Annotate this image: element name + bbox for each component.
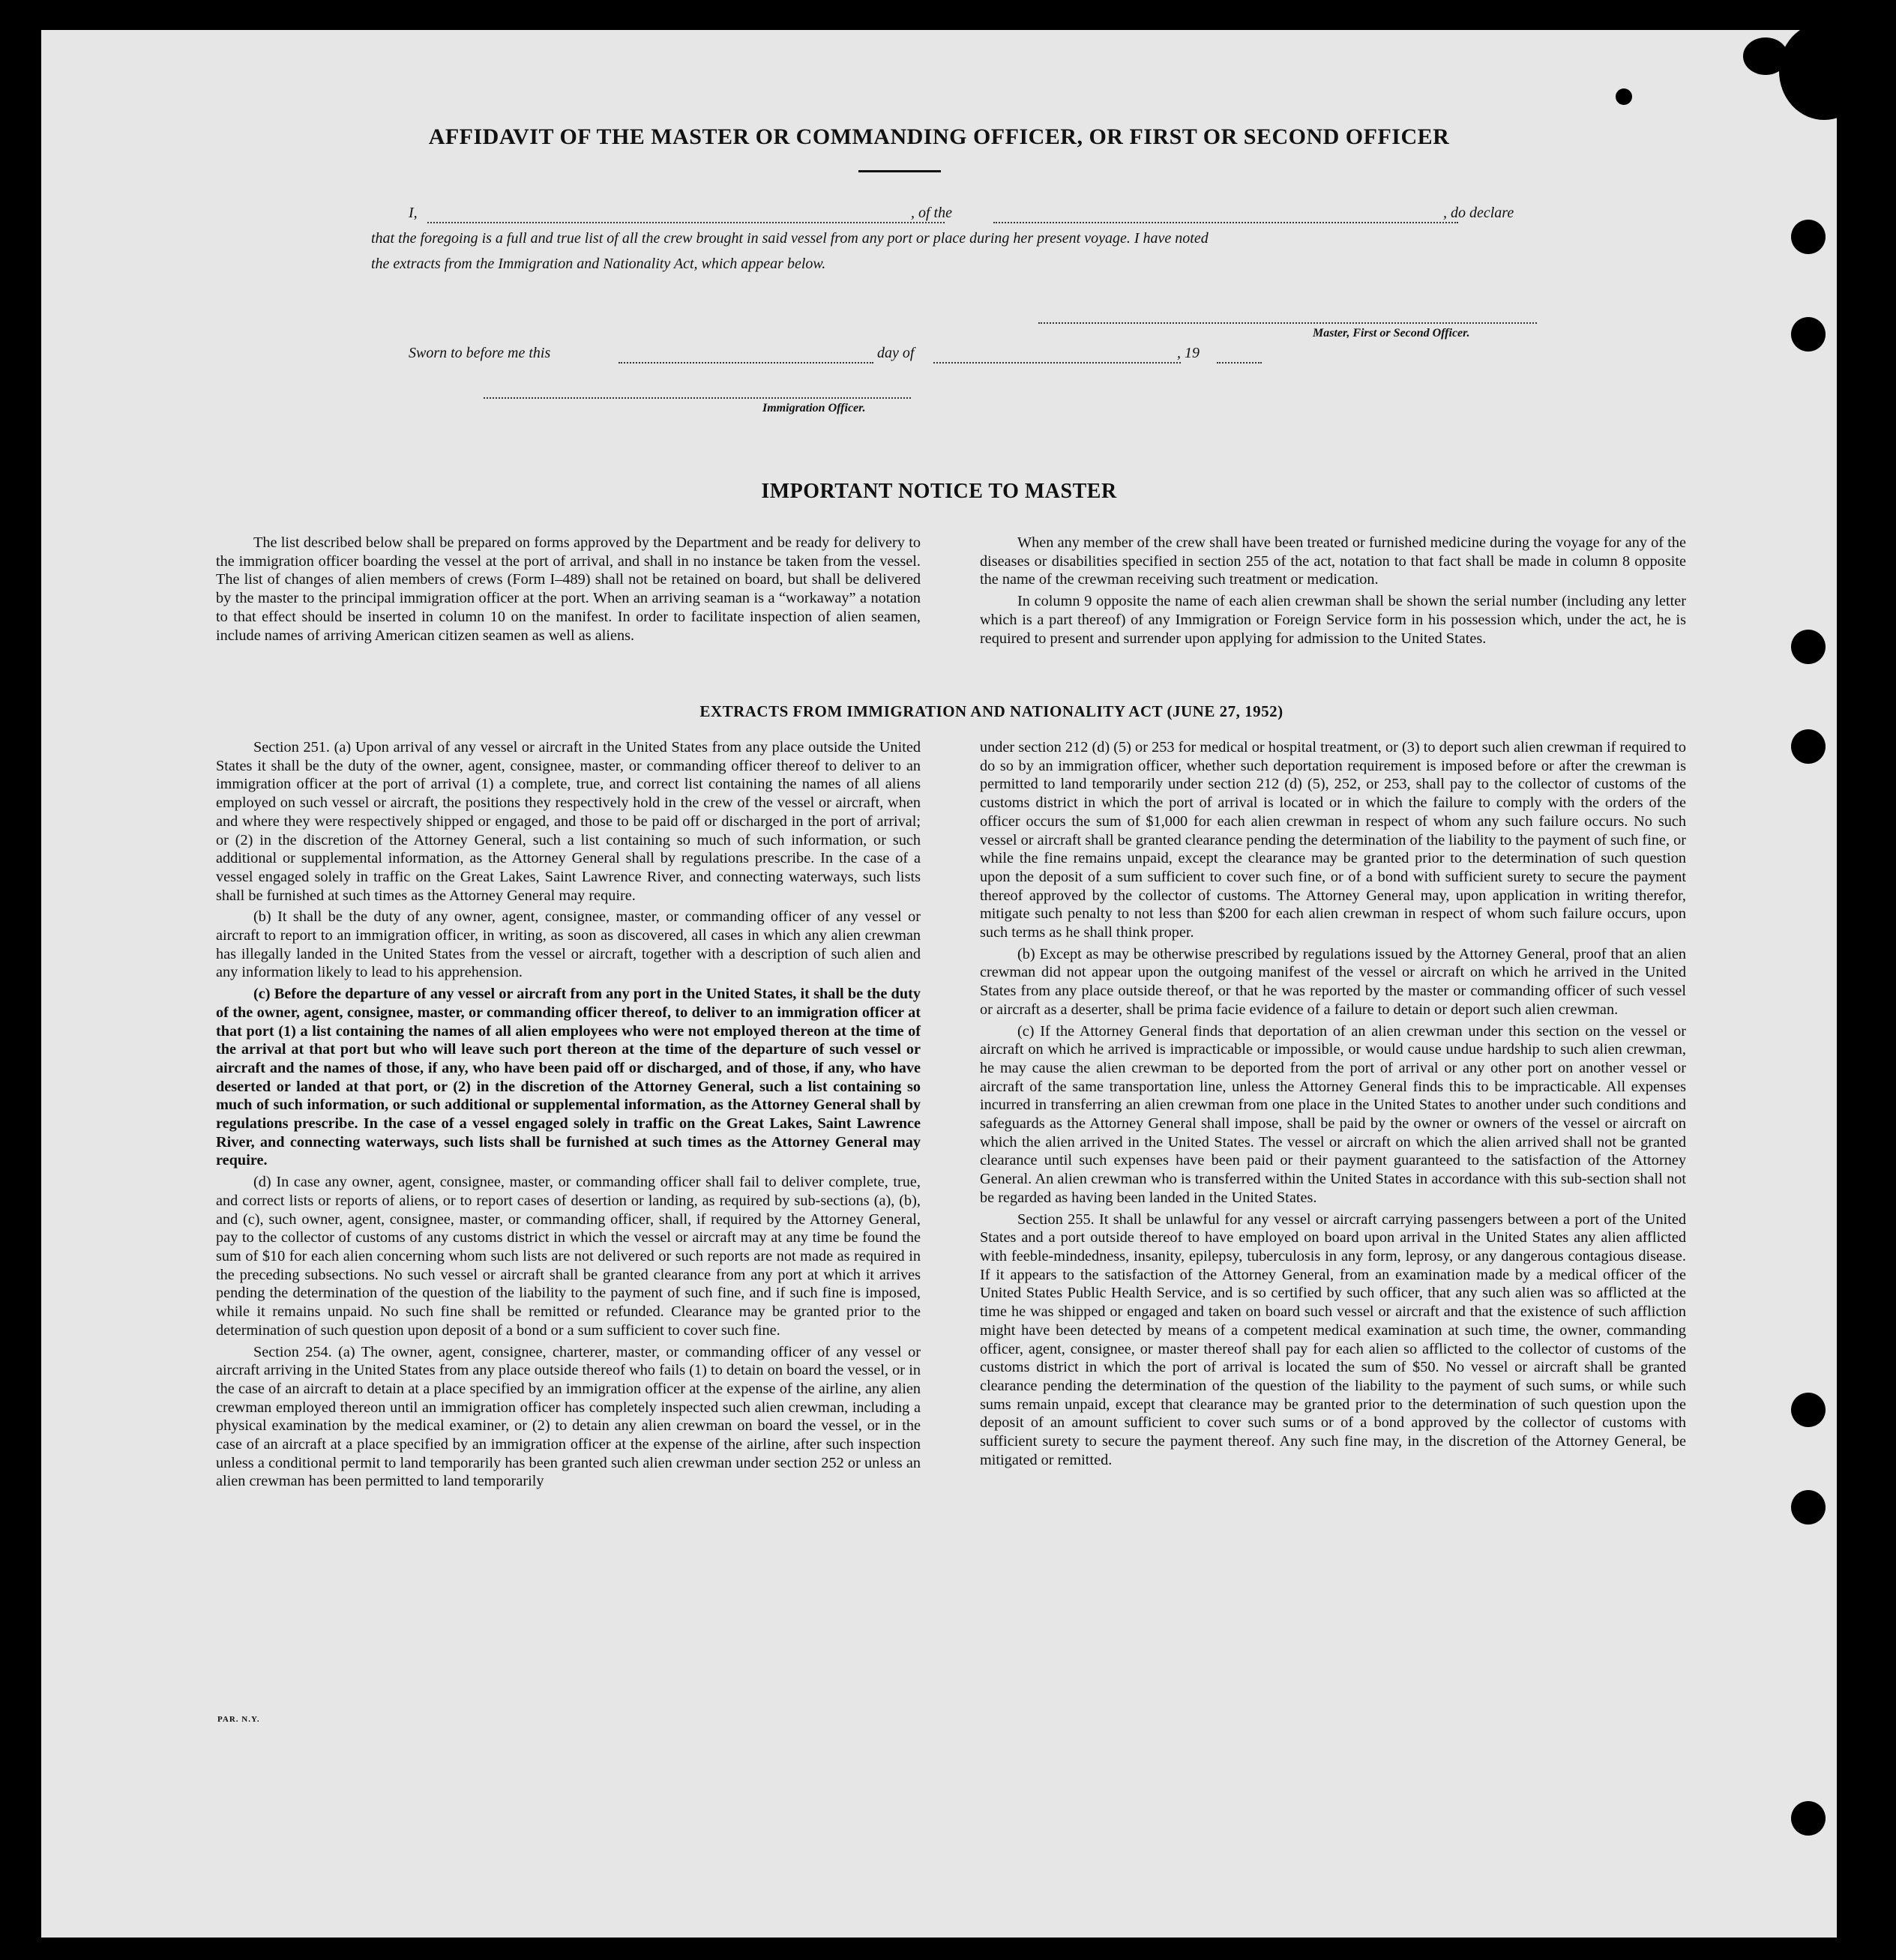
affidavit-declare: , do declare bbox=[1443, 205, 1514, 221]
punch-hole bbox=[1791, 630, 1826, 664]
extracts-title: EXTRACTS FROM IMMIGRATION AND NATIONALITY ACT (JUNE 27, 1952) bbox=[699, 702, 1283, 720]
section-251-d: (d) In case any owner, agent, consignee, master, or commanding officer shall fail to deliver complete, true, and correct lists or reports of aliens, or to report cases of desertion or landing, as required by sub-sections (a), (b), and (c), such owner, agent, consignee, master, or commanding officer, shall, if required by the Attorney General, pay to the collector of customs of any customs district in which the vessel or aircraft may at any time be found the sum of $10 for each alien concerning whom such lists are not delivered or such reports are not made as required in the preceding subsections. No such vessel or aircraft shall be granted clearance from any port at which it arrives pending the determination of the question of the liability to the payment of such fine, and if such fine is imposed, while it remains unpaid. No such fine shall be remitted or refunded. Clearance may be granted prior to the determination of such question upon deposit of a bond or a sum sufficient to cover such fine. bbox=[216, 1174, 921, 1339]
punch-hole bbox=[1791, 317, 1826, 352]
section-251-c: (c) Before the departure of any vessel or aircraft from any port in the United States, it shall be the duty of the owner, agent, consignee, master, or commanding officer thereof, to deliver to an immigration officer at that port (1) a list containing the names of all alien employees who were not employed thereon at the time of the arrival at that port but who will leave such port thereon at the time of the departure of such vessel or aircraft and the names of those, if any, who have been paid off or discharged, and of those, if any, who have deserted or landed at that port, or (2) in the discretion of the Attorney General, such a list containing so much of such information, or such additional or supplemental information, as the Attorney General shall by regulations prescribe. In the case of a vessel engaged solely in traffic on the Great Lakes, Saint Lawrence River, and connecting waterways, such lists shall be furnished at such times as the Attorney General may require. bbox=[216, 986, 921, 1169]
section-251-b: (b) It shall be the duty of any owner, agent, consignee, master, or commanding officer of any vessel or aircraft to report to an immigration officer, in writing, as soon as discovered, all cases in which any alien crewman has illegally landed in the United States from the vessel or aircraft, together with a description of such alien and any information likely to lead to his apprehension. bbox=[216, 908, 921, 981]
sworn-label: Sworn to before me this bbox=[409, 345, 551, 361]
title-underline bbox=[858, 170, 941, 172]
notice-paragraph: In column 9 opposite the name of each alien crewman shall be shown the serial number (including any letter which is a part thereof) of any Immigration or Foreign Service form in his possession which, under the act, he is required to present and surrender upon applying for admission to the United States. bbox=[980, 593, 1686, 647]
month-blank[interactable] bbox=[933, 362, 1181, 364]
section-254-b: (b) Except as may be otherwise prescribed by regulations issued by the Attorney General, proof that an alien crewman did not appear upon the outgoing manifest of the vessel or aircraft on which he arrived in the United States from any place outside thereof, or that he was reported by the master or commanding officer of such vessel or aircraft as a deserter, shall be prima facie evidence of a failure to detain or deport such alien crewman. bbox=[980, 945, 1686, 1018]
notice-title: IMPORTANT NOTICE TO MASTER bbox=[761, 480, 1117, 503]
officer-signature-line[interactable] bbox=[484, 397, 911, 399]
section-254-a-continued: under section 212 (d) (5) or 253 for medical or hospital treatment, or (3) to deport such alien crewman if required to do so by an immigration officer, whether such deportation requirement is imposed before or after the crewman is permitted to land temporarily under section 212 (d) (5), 252, or 253, shall pay to the collector of customs of the customs district in which the port of arrival is located or in which the failure to comply with the orders of the officer occurs the sum of $1,000 for each alien crewman in respect of whom any such failure occurs. No such vessel or aircraft shall be granted clearance pending the determination of the liability to the payment of such fine, or while the fine remains unpaid, except the clearance may be granted prior to the determination of such question upon the deposit of a sum sufficient to cover such fine, or of a bond with sufficient surety to secure the payment thereof approved by the collector of customs. The Attorney General may, upon application in writing therefor, mitigate such penalty to not less than $200 for each alien crewman in respect of whom such failure occurs, upon such terms as he shall think proper. bbox=[980, 739, 1686, 941]
torn-edge bbox=[1779, 30, 1837, 120]
vessel-blank[interactable] bbox=[993, 222, 1458, 223]
extracts-left-column bbox=[216, 738, 921, 1491]
year-label: , 19 bbox=[1177, 345, 1200, 361]
name-blank[interactable] bbox=[427, 222, 945, 223]
affidavit-statement-1: that the foregoing is a full and true list of all the crew brought in said vessel from any port or place during her present voyage. I have noted bbox=[371, 230, 1209, 247]
extracts-right-column bbox=[980, 738, 1686, 1469]
printer-mark: PAR. N.Y. bbox=[217, 1715, 260, 1724]
section-251-a: Section 251. (a) Upon arrival of any vessel or aircraft in the United States from any place outside the United States it shall be the duty of the owner, agent, consignee, master, or commanding officer thereof to deliver to an immigration officer at the port of arrival (1) a complete, true, and correct list containing the names of all aliens employed on such vessel or aircraft, the positions they respectively hold in the crew of the vessel or aircraft, when and where they were respectively shipped or engaged, and those to be paid off or discharged in the port of arrival; or (2) in the discretion of the Attorney General, such a list containing so much of such information, or such additional or supplemental information, as the Attorney General shall by regulations prescribe. In the case of a vessel engaged solely in traffic on the Great Lakes, Saint Lawrence River, and connecting waterways, such lists shall be furnished at such times as the Attorney General may require. bbox=[216, 739, 921, 904]
affidavit-i: I, bbox=[409, 205, 418, 221]
notice-right-column bbox=[980, 534, 1686, 648]
section-254-a: Section 254. (a) The owner, agent, consignee, charterer, master, or commanding officer of any vessel or aircraft arriving in the United States from any place outside thereof who fails (1) to detain on board the vessel, or in the case of an aircraft to detain at a place specified by an immigration officer at the expense of the airline, any alien crewman employed thereon until an immigration officer has completely inspected such alien crewman, including a physical examination by the medical examiner, or (2) to detain any alien crewman on board the vessel, or in the case of an aircraft at a place specified by an immigration officer at the expense of the airline, after such inspection unless a conditional permit to land temporarily has been granted such alien crewman under section 252 or unless an alien crewman has been permitted to land temporarily bbox=[216, 1343, 921, 1490]
master-signature-line[interactable] bbox=[1038, 322, 1537, 324]
notice-left-column bbox=[216, 534, 921, 645]
torn-edge bbox=[1743, 37, 1788, 75]
punch-hole bbox=[1791, 1393, 1826, 1427]
officer-caption: Immigration Officer. bbox=[762, 402, 866, 414]
punch-hole bbox=[1791, 1801, 1826, 1836]
sworn-day-blank[interactable] bbox=[619, 362, 873, 364]
punch-hole bbox=[1791, 729, 1826, 764]
notice-paragraph: The list described below shall be prepared on forms approved by the Department and be ready for delivery to the immigration officer boarding the vessel at the port of arrival, and shall in no instance be taken from the vessel. The list of changes of alien members of crews (Form I–489) shall not be retained on board, but shall be delivered by the master to the principal immigration officer at the port. When an arriving seaman is a “workaway” a notation to that effect should be inserted in column 10 on the manifest. In order to facilitate inspection of alien seamen, include names of arriving American citizen seamen as well as aliens. bbox=[216, 534, 921, 644]
section-255: Section 255. It shall be unlawful for any vessel or aircraft carrying passengers between a port of the United States and a port outside thereof to have employed on board upon arrival in the United States any alien afflicted with feeble-mindedness, insanity, epilepsy, tuberculosis in any form, leprosy, or any dangerous contagious disease. If it appears to the satisfaction of the Attorney General, from an examination made by a medical officer of the United States Public Health Service, and is so certified by such officer, that any such alien was so afflicted at the time he was shipped or engaged and taken on board such vessel or aircraft and that the existence of such affliction might have been detected by means of a competent medical examination at such time, the owner, commanding officer, agent, consignee, or master thereof shall pay for each alien so afflicted to the collector of customs of the customs district in which the port of arrival is located the sum of $50. No vessel or aircraft shall be granted clearance pending the determination of the question of the liability to the payment of such sums, or while such sums remain unpaid, except that clearance may be granted prior to the determination of such question upon the deposit of an amount sufficient to cover such sums or of a bond approved by the collector of customs with sufficient surety to secure the payment thereof. Any such fine may, in the discretion of the Attorney General, be mitigated or remitted. bbox=[980, 1210, 1686, 1468]
punch-hole bbox=[1791, 220, 1826, 254]
affidavit-of-the: , of the bbox=[911, 205, 952, 221]
day-of-label: day of bbox=[877, 345, 915, 361]
master-caption: Master, First or Second Officer. bbox=[1313, 327, 1470, 340]
torn-edge bbox=[1616, 88, 1632, 105]
notice-paragraph: When any member of the crew shall have been treated or furnished medicine during the voyage for any of the diseases or disabilities specified in section 255 of the act, notation to that fact shall be made in column 8 opposite the name of the crewman receiving such treatment or medication. bbox=[980, 534, 1686, 588]
document-page bbox=[41, 30, 1837, 1938]
affidavit-title: AFFIDAVIT OF THE MASTER OR COMMANDING OFFICER, OR FIRST OR SECOND OFFICER bbox=[428, 124, 1450, 149]
punch-hole bbox=[1791, 1490, 1826, 1525]
affidavit-statement-2: the extracts from the Immigration and Nationality Act, which appear below. bbox=[371, 256, 826, 272]
year-blank[interactable] bbox=[1217, 362, 1262, 364]
section-254-c: (c) If the Attorney General finds that deportation of an alien crewman under this section on the vessel or aircraft on which he arrived is impracticable or impossible, or would cause undue hardship to such alien crewman, he may cause the alien crewman to be deported from the port of arrival or any other port on another vessel or aircraft of the same transportation line, unless the Attorney General finds this to be impracticable. All expenses incurred in transferring an alien crewman from one place in the United States to another under such conditions and safeguards as the Attorney General shall impose, shall be paid by the owner or owners of the vessel or aircraft on which the alien arrived in the United States. The vessel or aircraft on which the alien arrived shall not be granted clearance until such expenses have been paid or their payment guaranteed to the satisfaction of the Attorney General. An alien crewman who is transferred within the United States in accordance with this sub-section shall not be regarded as having been landed in the United States. bbox=[980, 1022, 1686, 1206]
